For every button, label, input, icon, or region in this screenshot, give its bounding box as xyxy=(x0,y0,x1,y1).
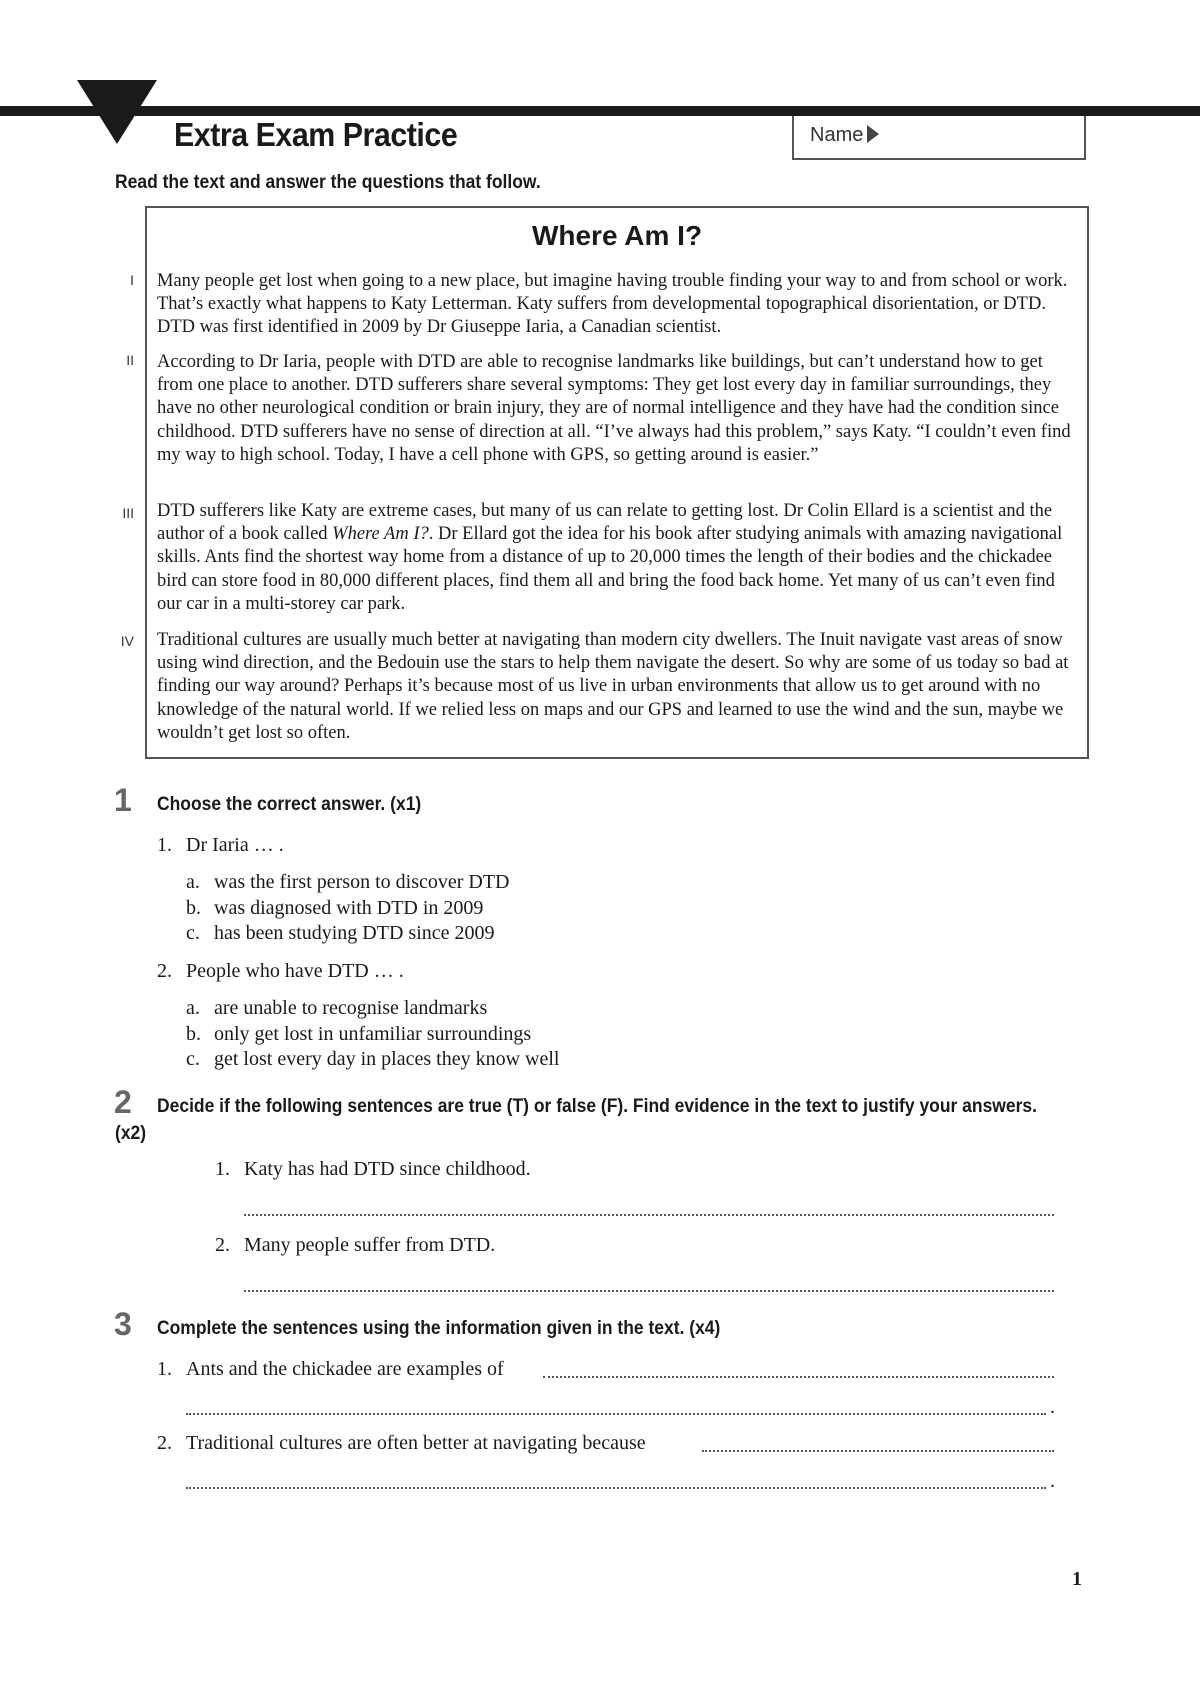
book-title: Where Am I? xyxy=(332,524,429,545)
page-title: Extra Exam Practice xyxy=(174,116,458,153)
section-2-heading-marks: (x2) xyxy=(115,1123,147,1144)
option-letter: b. xyxy=(186,1023,201,1045)
option-text[interactable]: only get lost in unfamiliar surroundings xyxy=(214,1023,532,1045)
option-letter: c. xyxy=(186,922,200,944)
option-letter: a. xyxy=(186,997,200,1019)
option-text[interactable]: was diagnosed with DTD in 2009 xyxy=(214,897,484,919)
answer-line[interactable] xyxy=(186,1487,1046,1489)
sentence-2-number: 2. xyxy=(157,1432,172,1454)
paragraph-3 xyxy=(157,500,1082,616)
question-1-number: 1. xyxy=(157,834,172,856)
option-letter: a. xyxy=(186,871,200,893)
statement-2-text: Many people suffer from DTD. xyxy=(244,1234,496,1256)
sentence-2-text: Traditional cultures are often better at navigating because xyxy=(186,1432,646,1454)
option-text[interactable]: was the first person to discover DTD xyxy=(214,871,510,893)
option-text[interactable]: are unable to recognise landmarks xyxy=(214,997,488,1019)
paragraph-3-part-1: DTD sufferers like Katy are extreme cases, but many of us can relate to getting lost. Dr Colin Ellard is a scientist and the author of a book called xyxy=(157,501,1053,545)
sentence-1-text: Ants and the chickadee are examples of xyxy=(186,1358,504,1380)
answer-line[interactable] xyxy=(244,1214,1054,1216)
reading-title: Where Am I? xyxy=(531,220,703,251)
reading-box xyxy=(145,206,1089,759)
answer-line[interactable] xyxy=(186,1413,1046,1415)
answer-line[interactable] xyxy=(702,1450,1054,1452)
paragraph-numeral-4: IV xyxy=(120,633,134,649)
answer-line[interactable] xyxy=(244,1290,1054,1292)
paragraph-4: Traditional cultures are usually much better at navigating than modern city dwellers. The Inuit navigate vast areas of snow using wind direction, and the Bedouin use the stars to help them navigate the desert. So why are some of us today so bad at finding our way around? Perhaps it’s because most of us live in urban environments that allow us to get around with no knowledge of the natural world. If we relied less on maps and our GPS and learned to use the wind and the sun, maybe we wouldn’t get lost so often. xyxy=(157,630,1069,743)
statement-1-number: 1. xyxy=(215,1158,230,1180)
header-rule-right xyxy=(135,106,1200,116)
name-label xyxy=(810,124,879,147)
section-2-heading: Decide if the following sentences are true (T) or false (F). Find evidence in the text to justify your answers. xyxy=(157,1096,1038,1117)
paragraph-2: According to Dr Iaria, people with DTD are able to recognise landmarks like buildings, but can’t understand how to get from one place to another. DTD sufferers share several symptoms: They get lost every day in familiar surroundings, they have no other neurological condition or brain injury, they are of normal intelligence and they have had the condition since childhood. DTD sufferers have no sense of direction at all. “I’ve always had this problem,” says Katy. “I couldn’t even find my way to high school. Today, I have a cell phone with GPS, so getting around is easier.” xyxy=(157,352,1071,465)
paragraph-3-part-2: . Dr Ellard got the idea for his book after studying animals with amazing navigational skills. Ants find the shortest way home from a distance of up to 20,000 times the length of their bodies and the chickadee bird can store food in 80,000 different places, find them all and bring the food back home. Yet many of us can’t even find our car in a multi-storey car park. xyxy=(157,524,1063,614)
answer-line[interactable] xyxy=(543,1376,1054,1378)
question-2-number: 2. xyxy=(157,960,172,982)
section-3-heading: Complete the sentences using the information given in the text. (x4) xyxy=(157,1318,721,1339)
option-text[interactable]: has been studying DTD since 2009 xyxy=(214,922,495,944)
section-1-number: 1 xyxy=(114,782,132,818)
sentence-1-number: 1. xyxy=(157,1358,172,1380)
question-1-stem: Dr Iaria … . xyxy=(186,834,284,856)
name-label-text: Name xyxy=(810,124,864,146)
option-text[interactable]: get lost every day in places they know well xyxy=(214,1048,560,1070)
sentence-2-end-period: . xyxy=(1050,1470,1055,1492)
section-3-number: 3 xyxy=(114,1306,132,1342)
name-field[interactable] xyxy=(792,116,1086,160)
option-letter: b. xyxy=(186,897,201,919)
paragraph-numeral-3: III xyxy=(122,505,134,521)
sentence-1-end-period: . xyxy=(1050,1396,1055,1418)
triangle-marker-icon xyxy=(77,80,157,144)
section-1-heading: Choose the correct answer. (x1) xyxy=(157,794,422,815)
instruction: Read the text and answer the questions that follow. xyxy=(115,172,541,193)
paragraph-numeral-2: II xyxy=(126,352,134,368)
statement-2-number: 2. xyxy=(215,1234,230,1256)
paragraph-1: Many people get lost when going to a new place, but imagine having trouble finding your way to and from school or work. That’s exactly what happens to Katy Letterman. Katy suffers from developmental topographical disorientation, or DTD. DTD was first identified in 2009 by Dr Giuseppe Iaria, a Canadian scientist. xyxy=(157,271,1068,338)
question-2-stem: People who have DTD … . xyxy=(186,960,404,982)
section-2-number: 2 xyxy=(114,1084,132,1120)
arrow-right-icon xyxy=(867,125,879,143)
page-number: 1 xyxy=(1072,1568,1082,1590)
option-letter: c. xyxy=(186,1048,200,1070)
paragraph-numeral-1: I xyxy=(130,272,134,288)
statement-1-text: Katy has had DTD since childhood. xyxy=(244,1158,531,1180)
